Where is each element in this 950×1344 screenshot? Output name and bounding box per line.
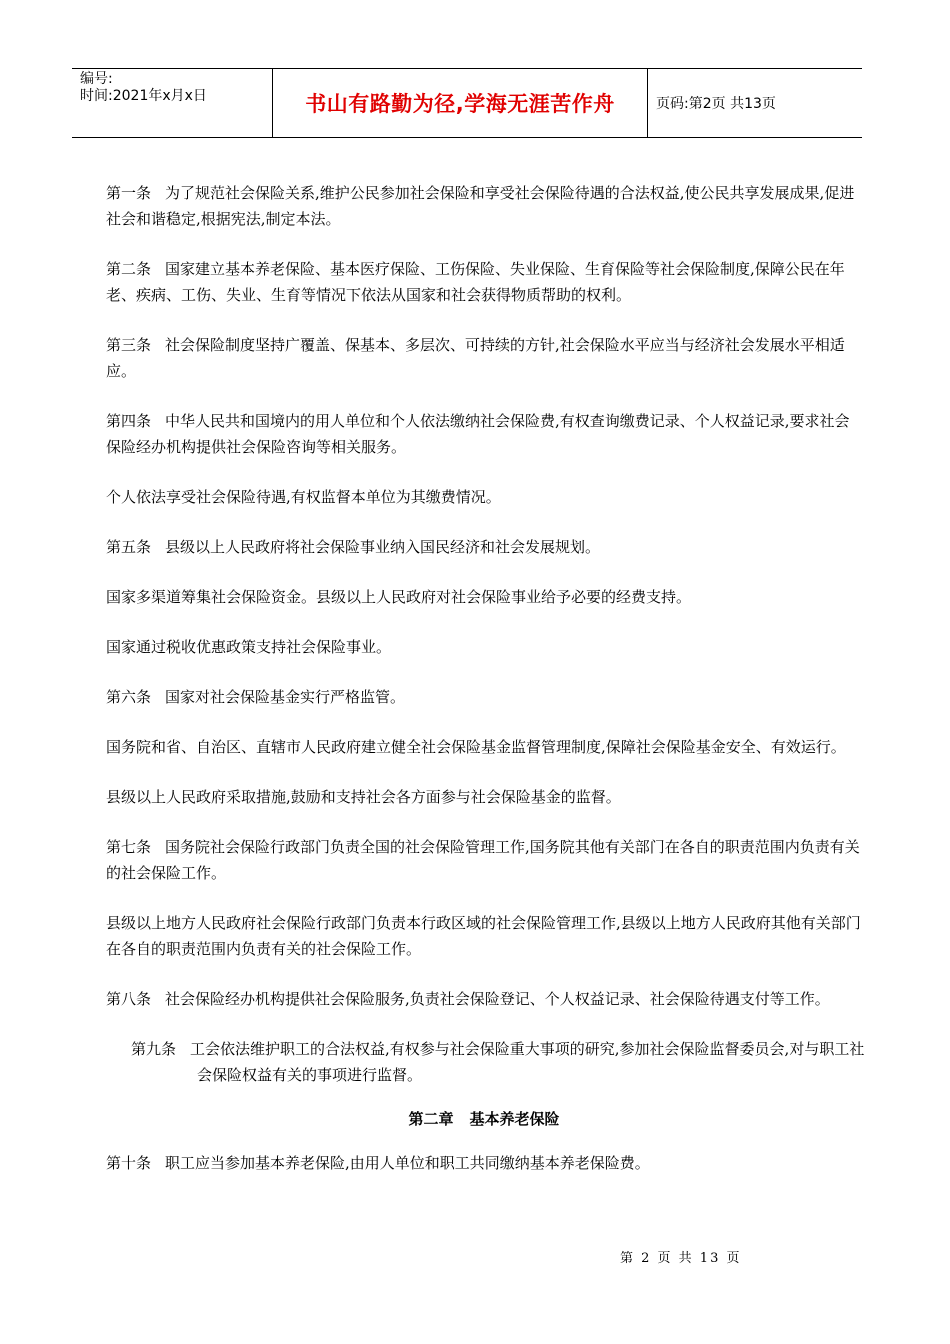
page-footer: 第 2 页 共 13 页 <box>620 1251 742 1266</box>
header-page-label: 页码:第2页 共13页 <box>656 96 776 112</box>
paragraph <box>106 684 862 710</box>
paragraph-text: 国家通过税收优惠政策支持社会保险事业。 <box>106 638 392 656</box>
chapter-title: 基本养老保险 <box>469 1110 560 1128</box>
paragraph-text: 国家对社会保险基金实行严格监管。 <box>165 688 406 706</box>
chapter-heading <box>106 1106 862 1132</box>
paragraph-text: 县级以上人民政府采取措施,鼓励和支持社会各方面参与社会保险基金的监督。 <box>106 788 621 806</box>
paragraph <box>106 534 862 560</box>
paragraph <box>106 484 862 510</box>
article-number: 第五条 <box>106 538 152 556</box>
paragraph <box>106 986 862 1012</box>
paragraph-text: 国务院社会保险行政部门负责全国的社会保险管理工作,国务院其他有关部门在各自的职责范围内负责有关的社会保险工作。 <box>106 838 860 882</box>
paragraph-text: 为了规范社会保险关系,维护公民参加社会保险和享受社会保险待遇的合法权益,使公民共享发展成果,促进社会和谐稳定,根据宪法,制定本法。 <box>106 184 855 228</box>
article-number: 第三条 <box>106 336 152 354</box>
article-number: 第八条 <box>106 990 152 1008</box>
paragraph <box>106 634 862 660</box>
article-number: 第九条 <box>131 1040 177 1058</box>
article-number: 第七条 <box>106 838 152 856</box>
paragraph-text: 中华人民共和国境内的用人单位和个人依法缴纳社会保险费,有权查询缴费记录、个人权益记录,要求社会保险经办机构提供社会保险咨询等相关服务。 <box>106 412 850 456</box>
article-number: 第十条 <box>106 1154 152 1172</box>
document-body <box>106 180 865 1200</box>
paragraph <box>106 180 862 232</box>
paragraph <box>106 784 862 810</box>
paragraph <box>131 1036 866 1088</box>
paragraph-text: 个人依法享受社会保险待遇,有权监督本单位为其缴费情况。 <box>106 488 501 506</box>
header-meta <box>72 69 273 137</box>
paragraph <box>106 1150 862 1176</box>
paragraph-text: 工会依法维护职工的合法权益,有权参与社会保险重大事项的研究,参加社会保险监督委员会,对与职工社会保险权益有关的事项进行监督。 <box>190 1040 865 1084</box>
paragraph <box>106 332 862 384</box>
paragraph-text: 社会保险经办机构提供社会保险服务,负责社会保险登记、个人权益记录、社会保险待遇支付等工作。 <box>165 990 830 1008</box>
paragraph-text: 县级以上地方人民政府社会保险行政部门负责本行政区域的社会保险管理工作,县级以上地方人民政府其他有关部门在各自的职责范围内负责有关的社会保险工作。 <box>106 914 861 958</box>
article-number: 第一条 <box>106 184 152 202</box>
paragraph <box>106 408 862 460</box>
paragraph <box>106 910 862 962</box>
chapter-number: 第二章 <box>408 1110 454 1128</box>
paragraph-text: 国家多渠道筹集社会保险资金。县级以上人民政府对社会保险事业给予必要的经费支持。 <box>106 588 692 606</box>
paragraph <box>106 256 862 308</box>
article-number: 第六条 <box>106 688 152 706</box>
document-number-label: 编号: <box>80 71 113 87</box>
header-motto: 书山有路勤为径,学海无涯苦作舟 <box>273 69 648 137</box>
paragraph <box>106 834 862 886</box>
paragraph-text: 国务院和省、自治区、直辖市人民政府建立健全社会保险基金监督管理制度,保障社会保险基金安全、有效运行。 <box>106 738 846 756</box>
article-number: 第四条 <box>106 412 152 430</box>
paragraph-text: 国家建立基本养老保险、基本医疗保险、工伤保险、失业保险、生育保险等社会保险制度,保障公民在年老、疾病、工伤、失业、生育等情况下依法从国家和社会获得物质帮助的权利。 <box>106 260 845 304</box>
paragraph-text: 职工应当参加基本养老保险,由用人单位和职工共同缴纳基本养老保险费。 <box>165 1154 650 1172</box>
article-number: 第二条 <box>106 260 152 278</box>
paragraph <box>106 734 862 760</box>
paragraph-text: 社会保险制度坚持广覆盖、保基本、多层次、可持续的方针,社会保险水平应当与经济社会发展水平相适应。 <box>106 336 845 380</box>
paragraph-text: 县级以上人民政府将社会保险事业纳入国民经济和社会发展规划。 <box>165 538 601 556</box>
paragraph <box>106 584 862 610</box>
document-time-label: 时间:2021年x月x日 <box>80 88 207 104</box>
page-header <box>72 68 862 138</box>
